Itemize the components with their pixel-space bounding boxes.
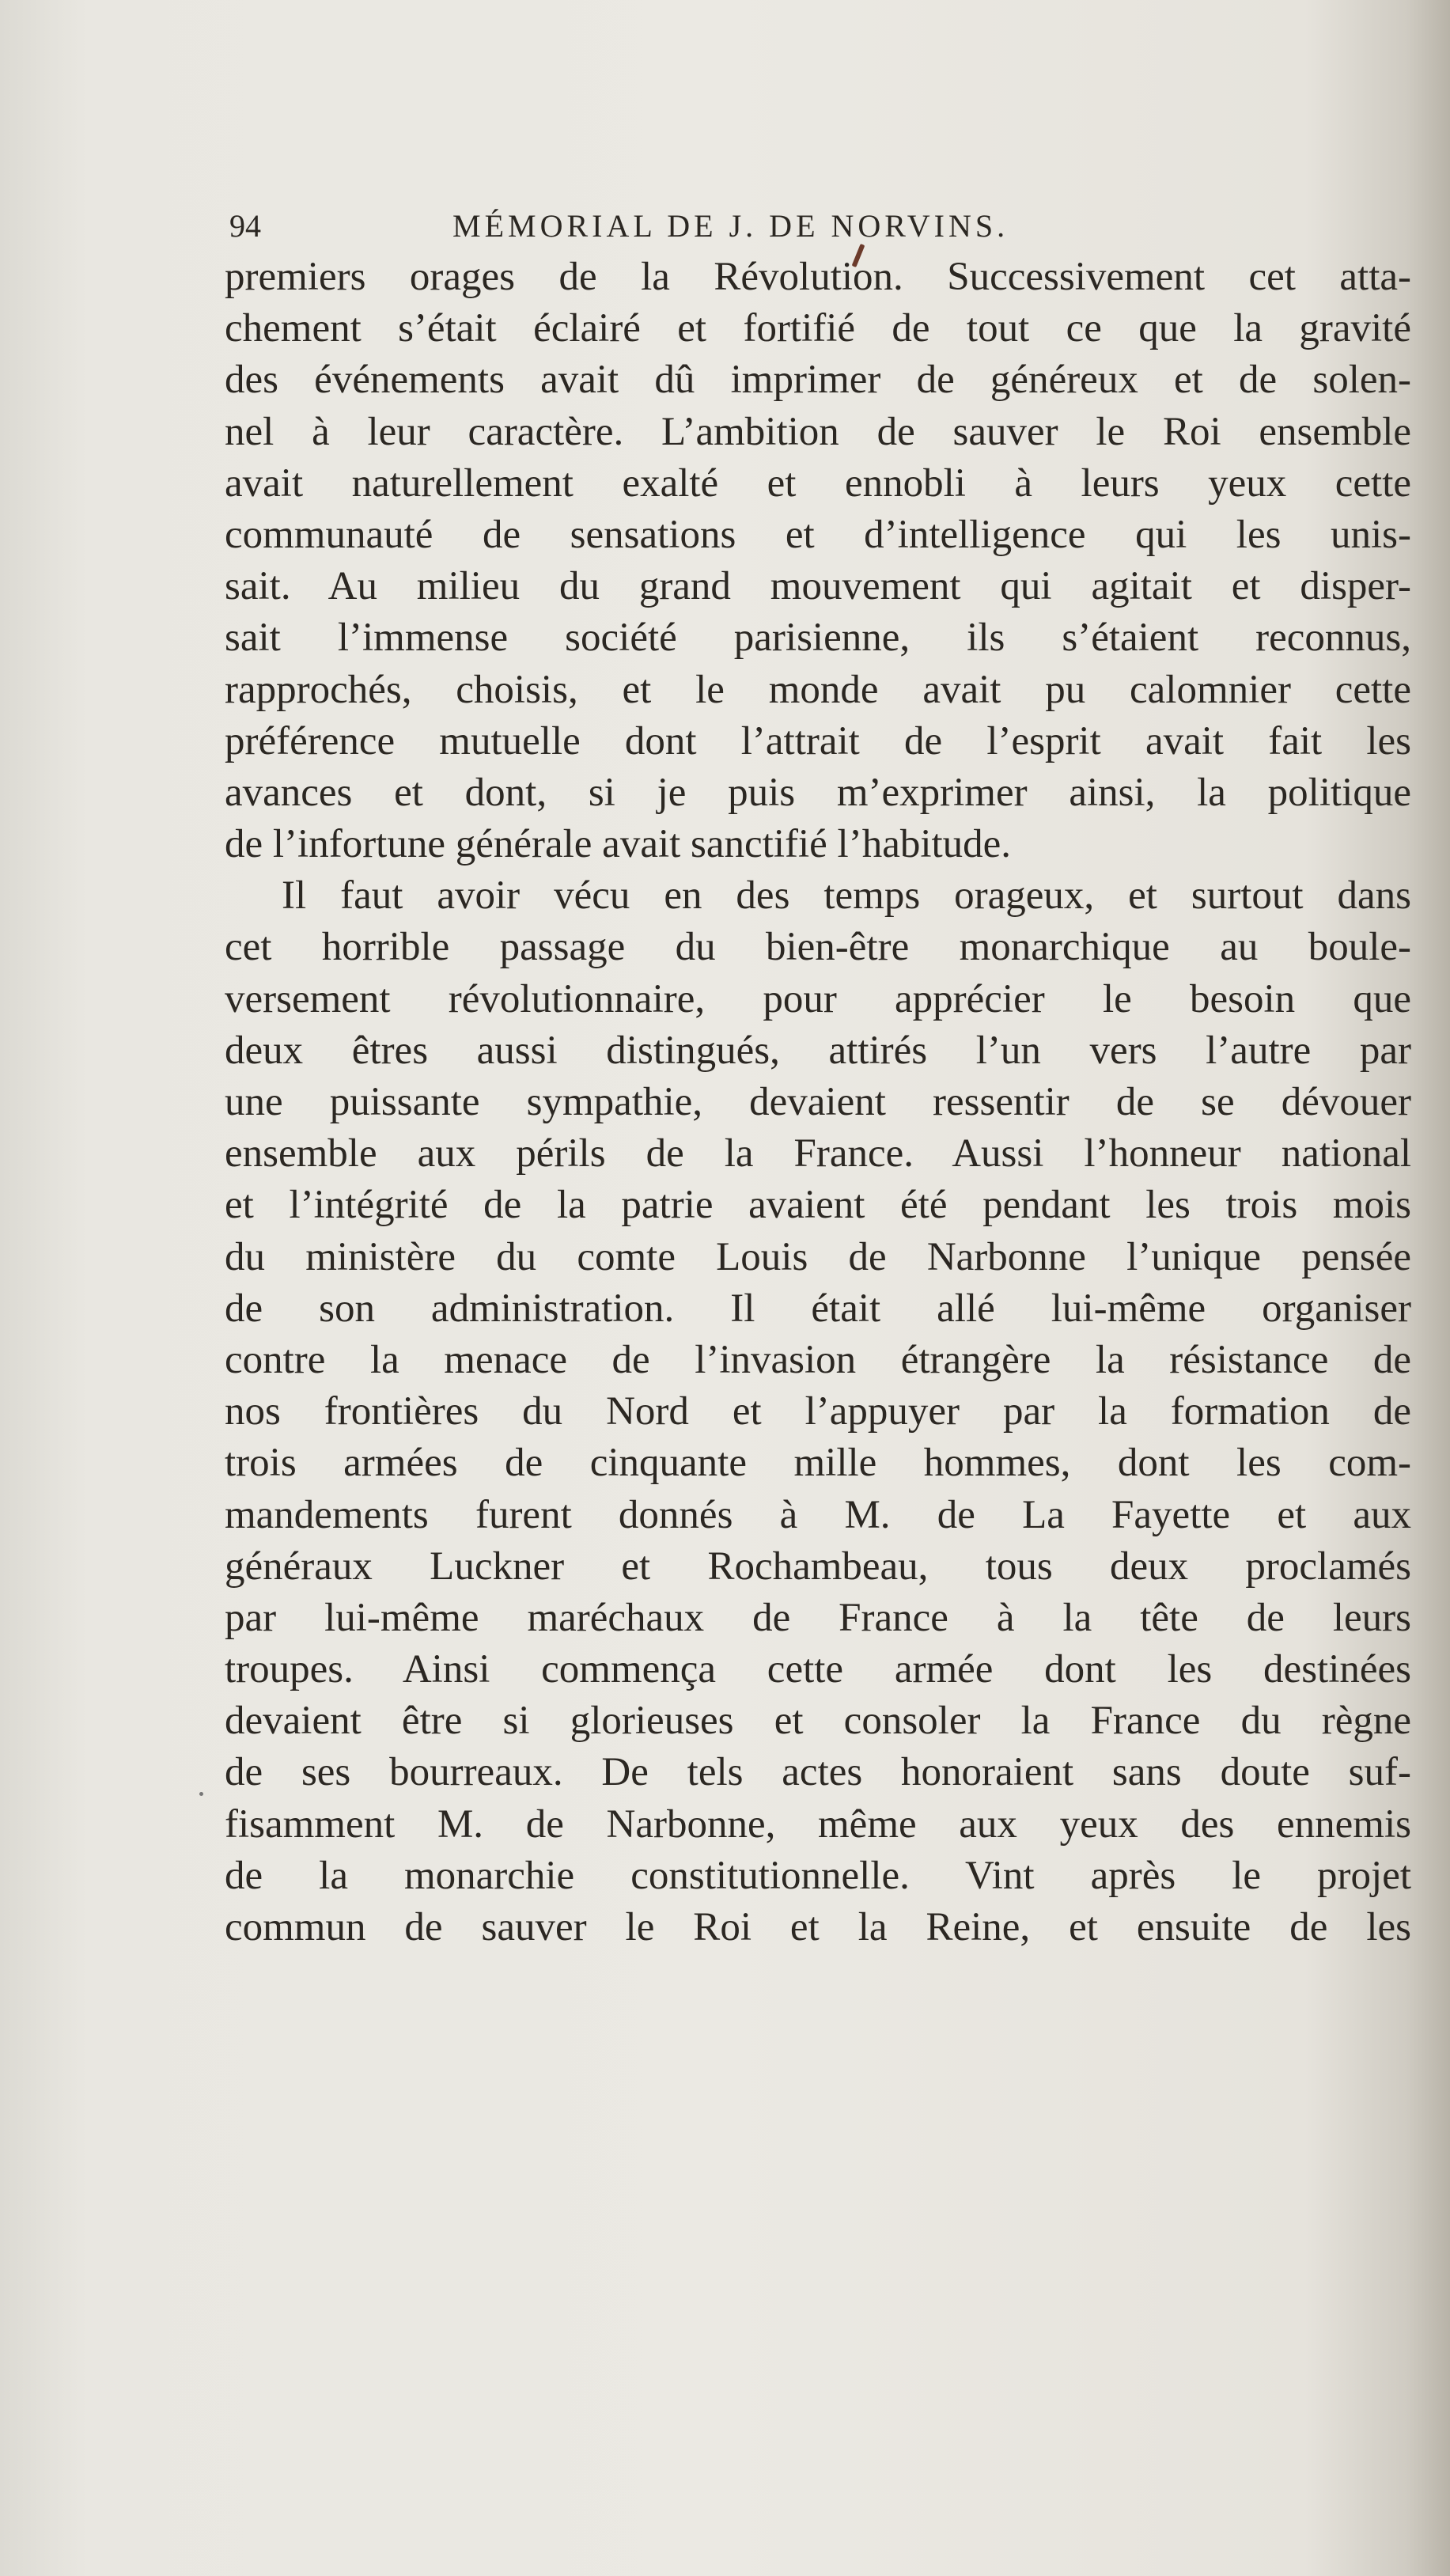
text-line: avances et dont, si je puis m’exprimer ainsi, la politique <box>225 770 1411 815</box>
text-line: de son administration. Il était allé lui-même organiser <box>225 1286 1411 1331</box>
text-line: sait. Au milieu du grand mouvement qui agitait et disper- <box>225 564 1411 609</box>
text-line: premiers orages de la Révolution. Successivement cet atta- <box>225 255 1411 299</box>
page-number: 94 <box>229 208 261 244</box>
margin-speck <box>199 1792 203 1796</box>
text-line: fisamment M. de Narbonne, même aux yeux des ennemis <box>225 1801 1411 1847</box>
text-line: cet horrible passage du bien-être monarchique au boule- <box>225 925 1411 970</box>
text-line: deux êtres aussi distingués, attirés l’un vers l’autre par <box>225 1028 1411 1073</box>
text-line: généraux Luckner et Rochambeau, tous deux proclamés <box>225 1544 1411 1589</box>
text-line: avait naturellement exalté et ennobli à leurs yeux cette <box>225 460 1411 506</box>
text-line: ensemble aux périls de la France. Aussi l’honneur national <box>225 1131 1411 1176</box>
text-line: contre la menace de l’invasion étrangère la résistance de <box>225 1337 1411 1382</box>
text-line: troupes. Ainsi commença cette armée dont les destinées <box>225 1647 1411 1692</box>
text-line: versement révolutionnaire, pour apprécier le besoin que <box>225 976 1411 1021</box>
text-line: nos frontières du Nord et l’appuyer par la formation de <box>225 1389 1411 1434</box>
text-line: trois armées de cinquante mille hommes, dont les com- <box>225 1441 1411 1486</box>
text-line: devaient être si glorieuses et consoler la France du règne <box>225 1699 1411 1744</box>
text-line: une puissante sympathie, devaient ressentir de se dévouer <box>225 1080 1411 1124</box>
text-line: commun de sauver le Roi et la Reine, et ensuite de les <box>225 1905 1411 1949</box>
page-body <box>225 252 1411 1953</box>
text-line: Il faut avoir vécu en des temps orageux, et surtout dans <box>282 873 1411 919</box>
text-line: par lui-même maréchaux de France à la tête de leurs <box>225 1595 1411 1640</box>
text-line: de la monarchie constitutionnelle. Vint après le projet <box>225 1853 1411 1898</box>
running-title: MÉMORIAL DE J. DE NORVINS. <box>452 208 1009 244</box>
text-line: chement s’était éclairé et fortifié de tout ce que la gravité <box>225 306 1411 351</box>
text-line: mandements furent donnés à M. de La Fayette et aux <box>225 1492 1411 1537</box>
text-line: de ses bourreaux. De tels actes honoraient sans doute suf- <box>225 1750 1411 1795</box>
text-line: communauté de sensations et d’intelligence qui les unis- <box>225 512 1411 557</box>
text-line: des événements avait dû imprimer de généreux et de solen- <box>225 358 1411 403</box>
text-line: du ministère du comte Louis de Narbonne l’unique pensée <box>225 1234 1411 1279</box>
text-line: préférence mutuelle dont l’attrait de l’esprit avait fait les <box>225 718 1411 763</box>
text-line: et l’intégrité de la patrie avaient été pendant les trois mois <box>225 1183 1411 1228</box>
text-line: de l’infortune générale avait sanctifié l’habitude. <box>225 822 1012 867</box>
text-line: rapprochés, choisis, et le monde avait pu calomnier cette <box>225 667 1411 712</box>
running-header <box>229 207 1392 255</box>
text-line: sait l’immense société parisienne, ils s’étaient reconnus, <box>225 616 1411 661</box>
text-line: nel à leur caractère. L’ambition de sauver le Roi ensemble <box>225 409 1411 454</box>
